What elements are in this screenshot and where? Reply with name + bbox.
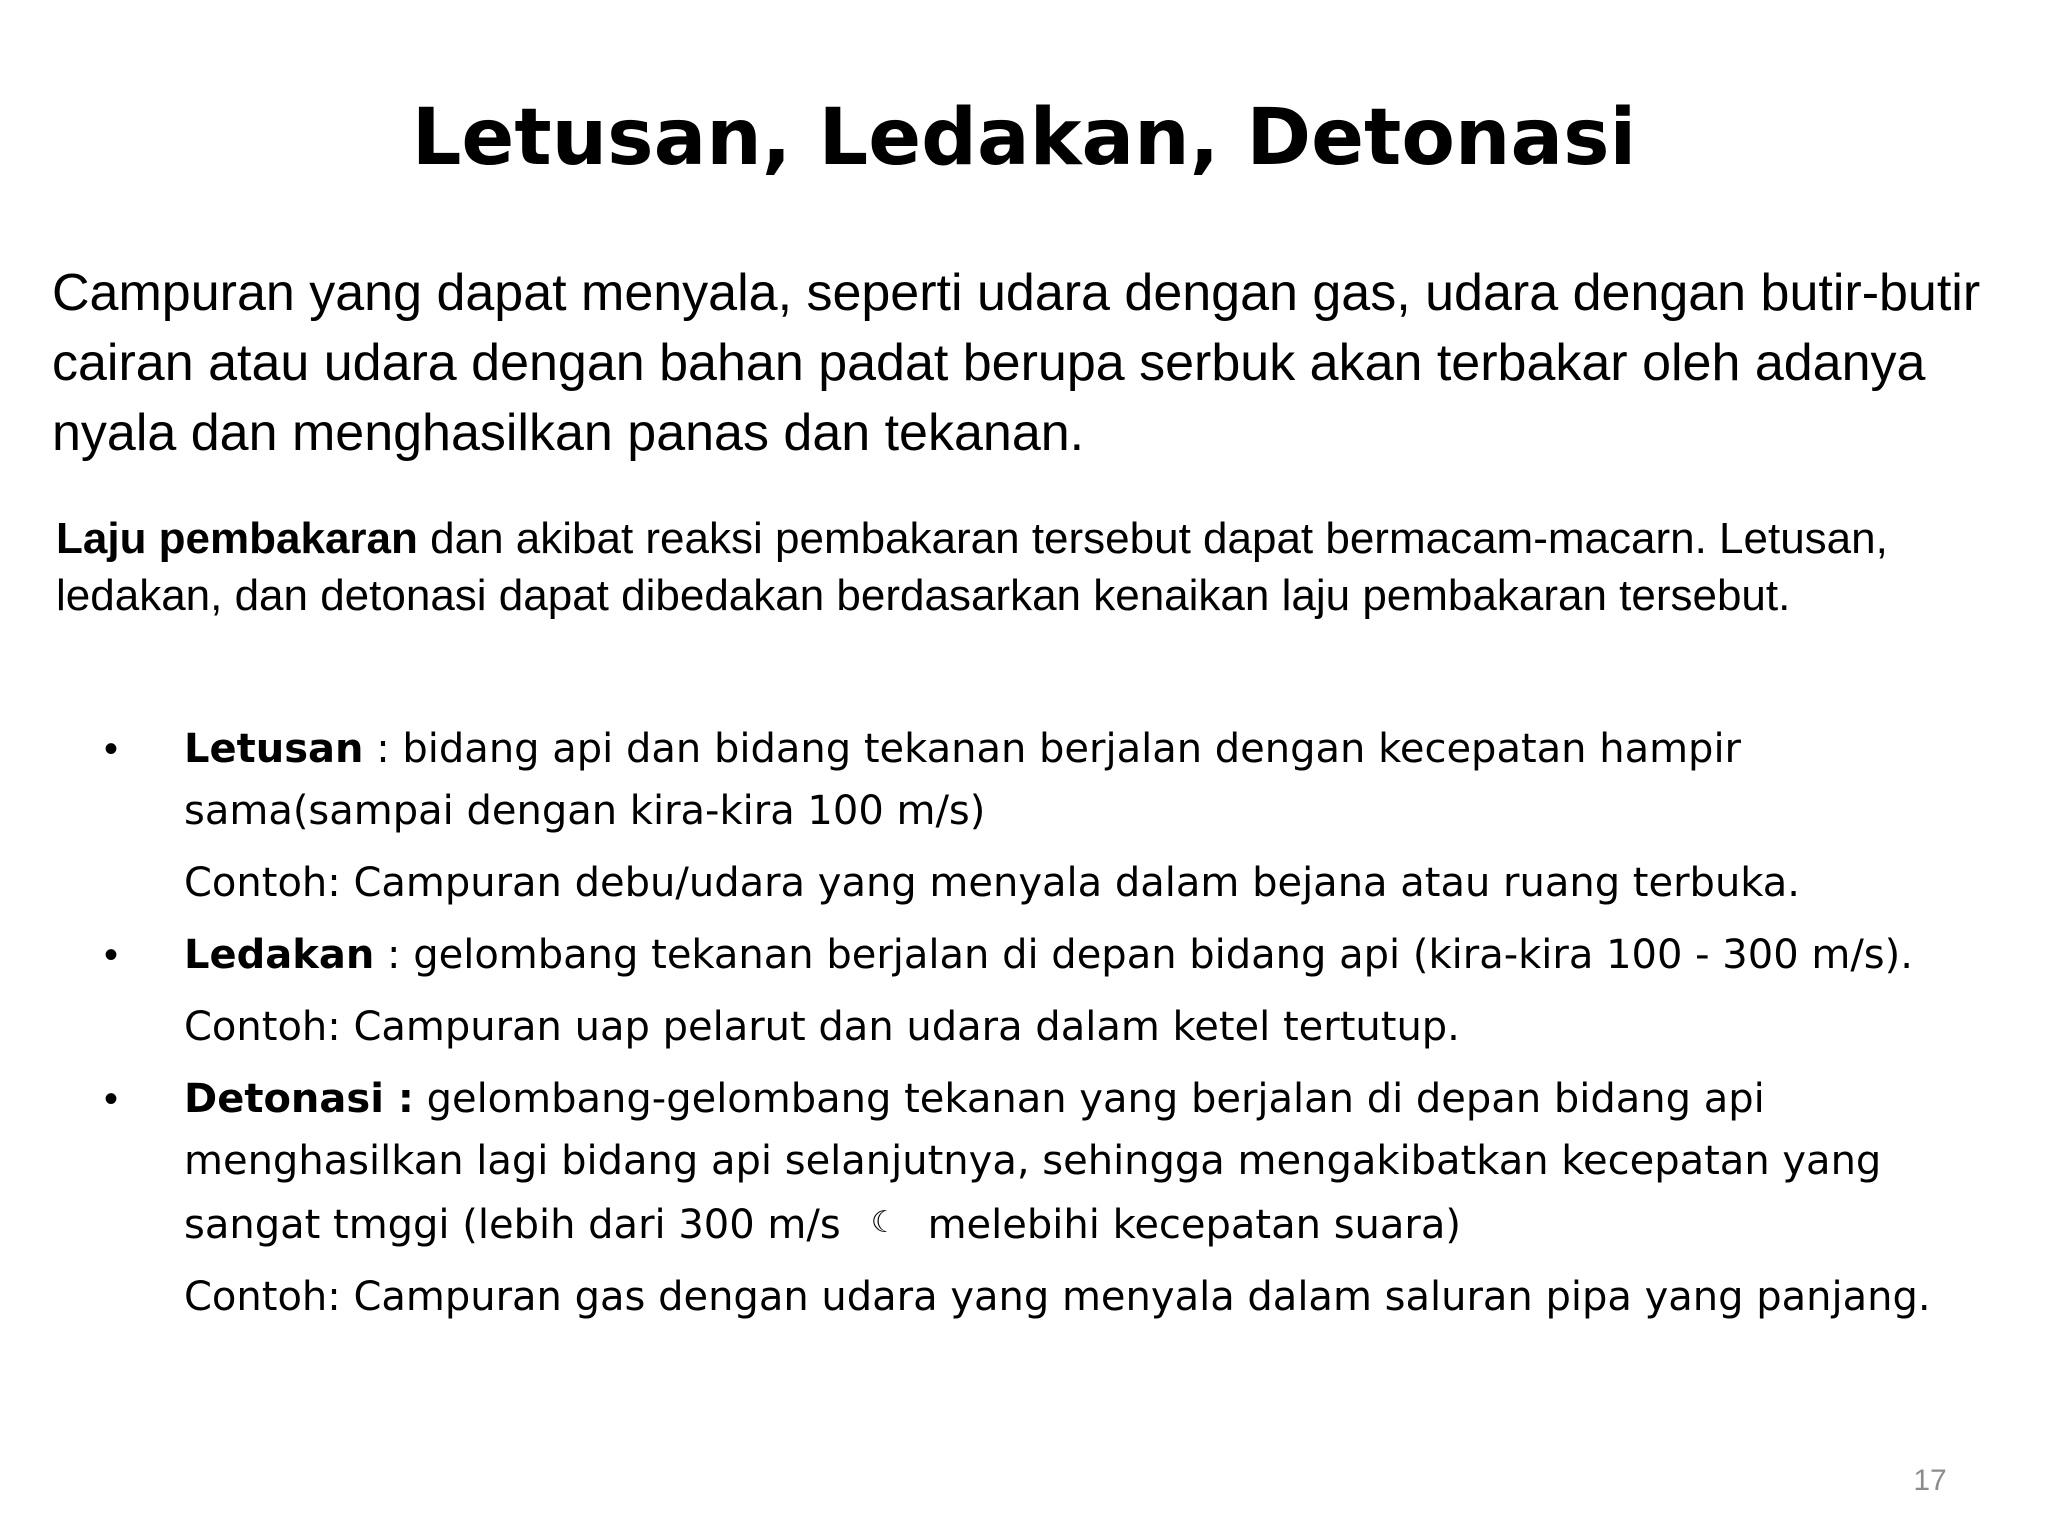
bullet-item-ledakan	[0, 924, 1984, 986]
bullet-text	[184, 726, 1741, 834]
bullet-separator: :	[363, 726, 403, 772]
bullet-description-end: melebihi kecepatan suara)	[927, 1202, 1461, 1248]
bullet-separator: :	[374, 932, 414, 978]
laju-paragraph	[56, 510, 2016, 624]
bullet-text	[184, 932, 1913, 978]
bullet-icon: •	[104, 727, 119, 771]
bullet-term: Detonasi :	[184, 1076, 414, 1122]
bullet-icon: •	[104, 1077, 119, 1121]
example-letusan: Contoh: Campuran debu/udara yang menyala dalam bejana atau ruang terbuka.	[184, 860, 1800, 906]
example-ledakan: Contoh: Campuran uap pelarut dan udara dalam ketel tertutup.	[184, 1004, 1460, 1050]
moon-symbol-icon: ☾	[870, 1205, 898, 1240]
page-number: 17	[1913, 1464, 1947, 1497]
bullet-description: gelombang-gelombang tekanan yang berjalan di depan bidang api menghasilkan lagi bidang api selanjutnya, sehingga mengakibatkan kecepatan yang sangat tmggi (lebih dari 300 m/s	[184, 1076, 1882, 1248]
bullet-icon: •	[104, 933, 119, 977]
laju-text: dan akibat reaksi pembakaran tersebut dapat bermacam-macarn. Letusan, ledakan, dan detonasi dapat dibedakan berdasarkan kenaikan laju pembakaran tersebut.	[56, 514, 1888, 620]
intro-paragraph: Campuran yang dapat menyala, seperti udara dengan gas, udara dengan butir-butir cairan atau udara dengan bahan padat berupa serbuk akan terbakar oleh adanya nyala dan menghasilkan panas dan tekanan.	[52, 264, 1981, 462]
bullet-description: bidang api dan bidang tekanan berjalan dengan kecepatan hampir sama(sampai dengan kira-kira 100 m/s)	[184, 726, 1741, 834]
bullet-separator	[414, 1076, 427, 1122]
bullet-item-letusan	[0, 718, 1984, 842]
bullet-term: Ledakan	[184, 932, 375, 978]
bullet-description: gelombang tekanan berjalan di depan bidang api (kira-kira 100 - 300 m/s).	[413, 932, 1913, 978]
bullet-text	[184, 1076, 1881, 1248]
example-detonasi: Contoh: Campuran gas dengan udara yang menyala dalam saluran pipa yang panjang.	[184, 1274, 1931, 1320]
bullet-item-detonasi	[0, 1068, 1984, 1256]
bullet-list	[0, 718, 2048, 1338]
bullet-term: Letusan	[184, 726, 364, 772]
laju-bold-term: Laju pembakaran	[56, 514, 418, 563]
slide-title: Letusan, Ledakan, Detonasi	[411, 93, 1637, 183]
